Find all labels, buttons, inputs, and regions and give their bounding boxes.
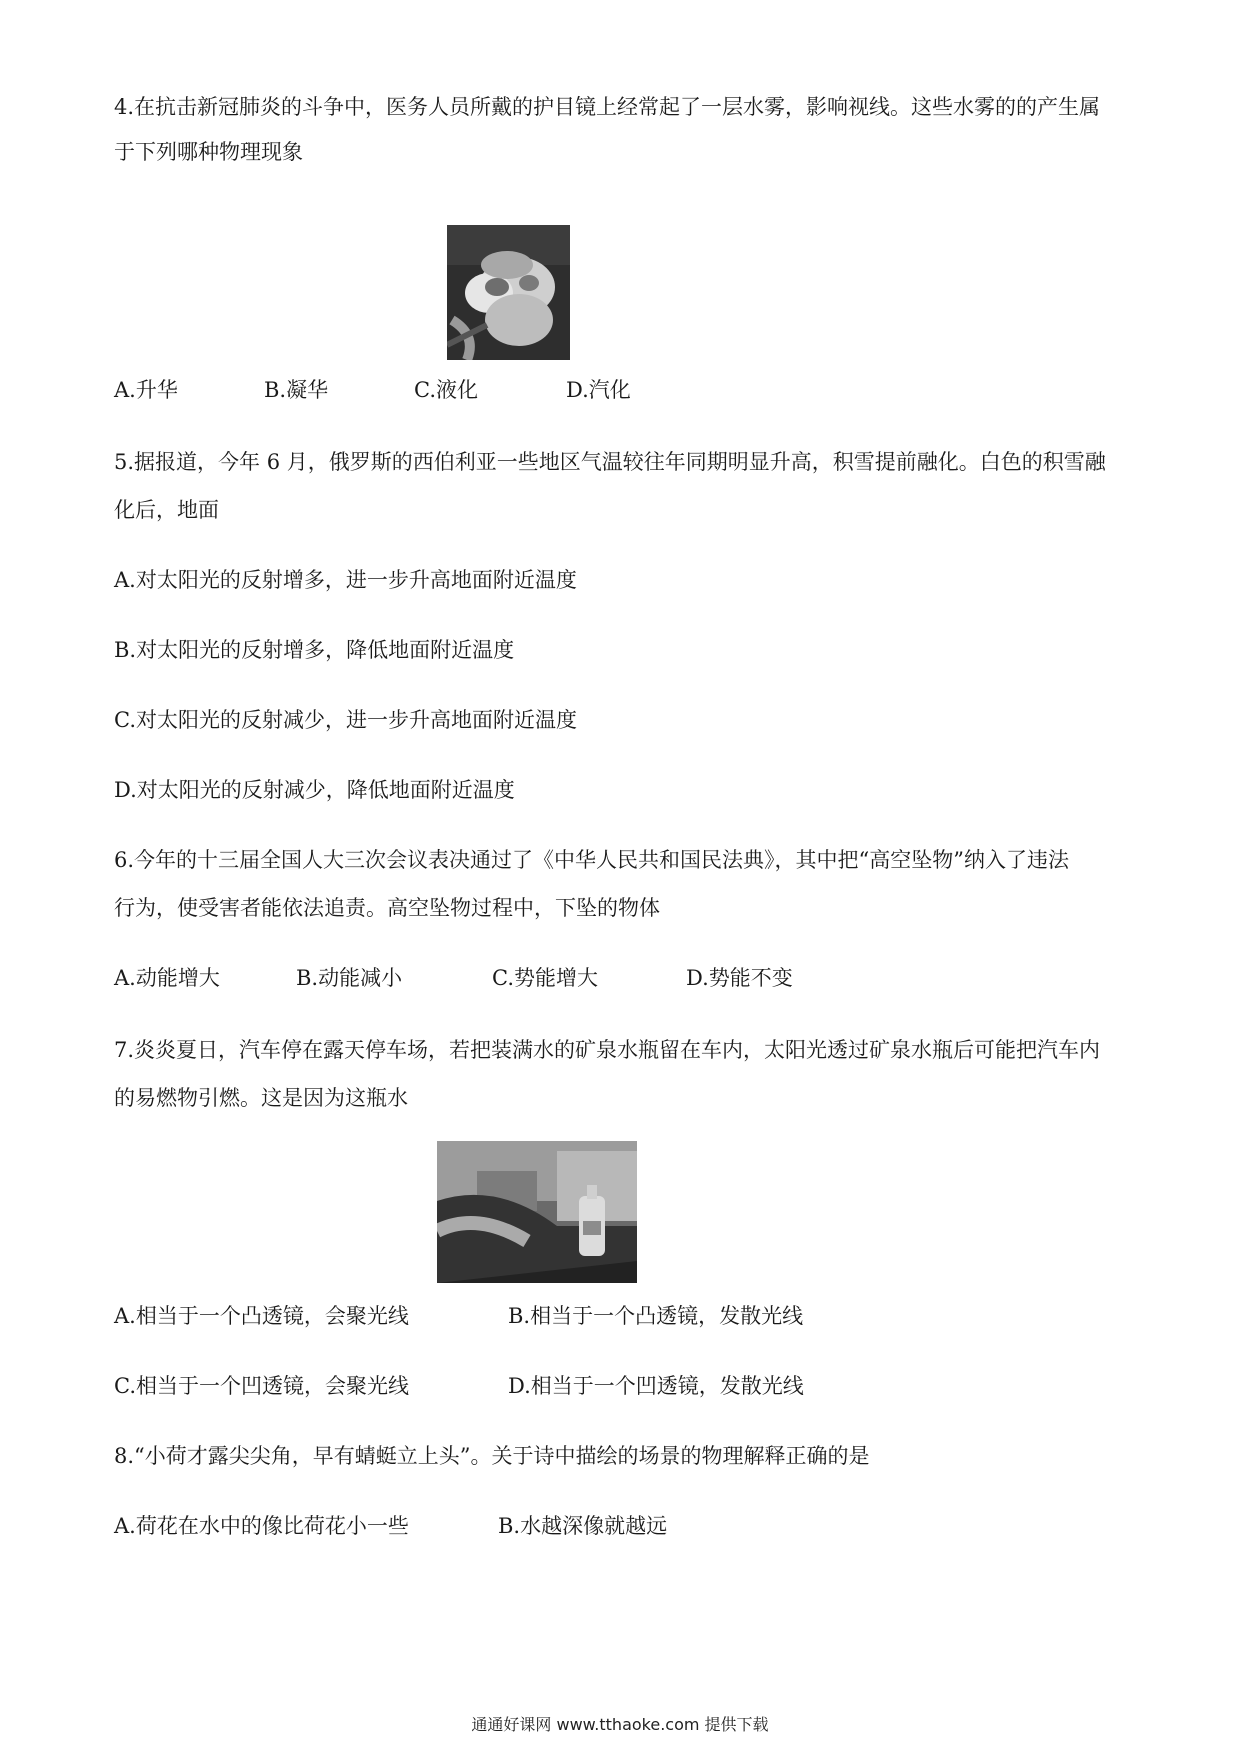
q6-option-b: B.动能减小: [296, 966, 403, 990]
goggles-fog-photo-graphic: [447, 225, 570, 360]
car-bottle-photo-graphic: [437, 1141, 637, 1283]
q4-line-2: 于下列哪种物理现象: [114, 140, 303, 164]
q4-option-c: C.液化: [414, 378, 478, 402]
goggles-fog-photo: [447, 225, 570, 360]
q4-option-d: D.汽化: [566, 378, 631, 402]
q5-line-2: 化后，地面: [114, 498, 219, 522]
q6-option-a: A.动能增大: [114, 966, 220, 990]
q4-option-b: B.凝华: [264, 378, 329, 402]
q5-option-d: D.对太阳光的反射减少，降低地面附近温度: [114, 778, 515, 802]
q6-option-c: C.势能增大: [492, 966, 598, 990]
q6-line-2: 行为，使受害者能依法追责。高空坠物过程中，下坠的物体: [114, 896, 660, 920]
q7-option-d: D.相当于一个凹透镜，发散光线: [508, 1374, 804, 1398]
q7-option-c: C.相当于一个凹透镜，会聚光线: [114, 1374, 409, 1398]
q6-option-d: D.势能不变: [686, 966, 793, 990]
q5-line-1: 5.据报道，今年 6 月，俄罗斯的西伯利亚一些地区气温较往年同期明显升高，积雪提前融化。白色的积雪融: [114, 450, 1106, 474]
q8-option-a: A.荷花在水中的像比荷花小一些: [114, 1514, 409, 1538]
q6-line-1: 6.今年的十三届全国人大三次会议表决通过了《中华人民共和国民法典》，其中把“高空坠物”纳入了违法: [114, 848, 1070, 872]
q8-option-b: B.水越深像就越远: [498, 1514, 668, 1538]
q8-line-1: 8.“小荷才露尖尖角，早有蜻蜓立上头”。关于诗中描绘的场景的物理解释正确的是: [114, 1444, 870, 1468]
q5-option-b: B.对太阳光的反射增多，降低地面附近温度: [114, 638, 515, 662]
car-bottle-photo: [437, 1141, 637, 1283]
q7-line-1: 7.炎炎夏日，汽车停在露天停车场，若把装满水的矿泉水瓶留在车内，太阳光透过矿泉水瓶后可能把汽车内: [114, 1038, 1101, 1062]
q7-option-a: A.相当于一个凸透镜，会聚光线: [114, 1304, 409, 1328]
page-footer: 通通好课网 www.tthaoke.com 提供下载: [471, 1715, 769, 1734]
q4-option-a: A.升华: [114, 378, 178, 402]
q7-option-b: B.相当于一个凸透镜，发散光线: [508, 1304, 804, 1328]
q4-line-1: 4.在抗击新冠肺炎的斗争中，医务人员所戴的护目镜上经常起了一层水雾，影响视线。这些水雾的的产生属: [114, 95, 1101, 119]
q7-line-2: 的易燃物引燃。这是因为这瓶水: [114, 1086, 408, 1110]
q5-option-c: C.对太阳光的反射减少，进一步升高地面附近温度: [114, 708, 577, 732]
q5-option-a: A.对太阳光的反射增多，进一步升高地面附近温度: [114, 568, 577, 592]
